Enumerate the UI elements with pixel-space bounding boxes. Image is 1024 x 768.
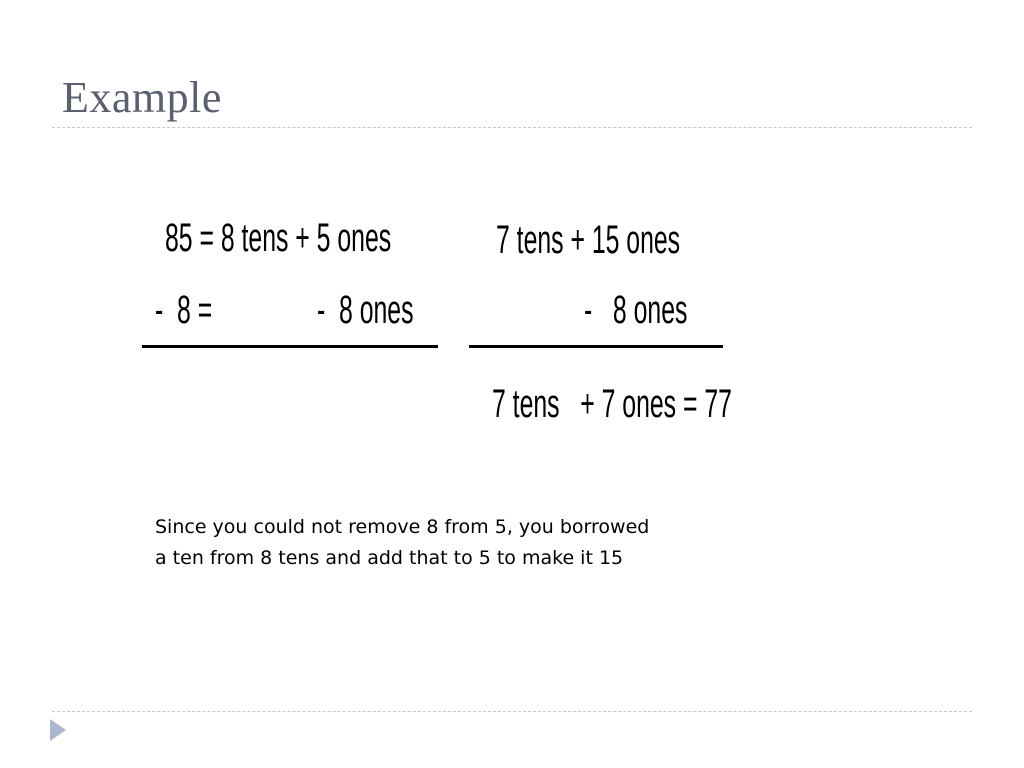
right-line-2: - 8 ones — [584, 288, 688, 332]
left-line-1: 85 = 8 tens + 5 ones — [165, 216, 392, 260]
right-line-1: 7 tens + 15 ones — [496, 218, 681, 262]
title-divider — [52, 127, 972, 128]
left-subtraction-bar — [142, 345, 438, 348]
explanation-text: Since you could not remove 8 from 5, you borrowed a ten from 8 tens and add that to 5 to make it 15 — [155, 516, 650, 569]
slide-title: Example — [62, 73, 222, 122]
left-line-2-rhs: - 8 ones — [317, 288, 414, 332]
left-line-2-lhs: - 8 = — [155, 288, 213, 332]
play-arrow-icon[interactable] — [50, 719, 66, 741]
right-subtraction-bar — [469, 345, 723, 348]
footer-divider — [52, 711, 972, 712]
result-line: 7 tens + 7 ones = 77 — [492, 382, 732, 426]
